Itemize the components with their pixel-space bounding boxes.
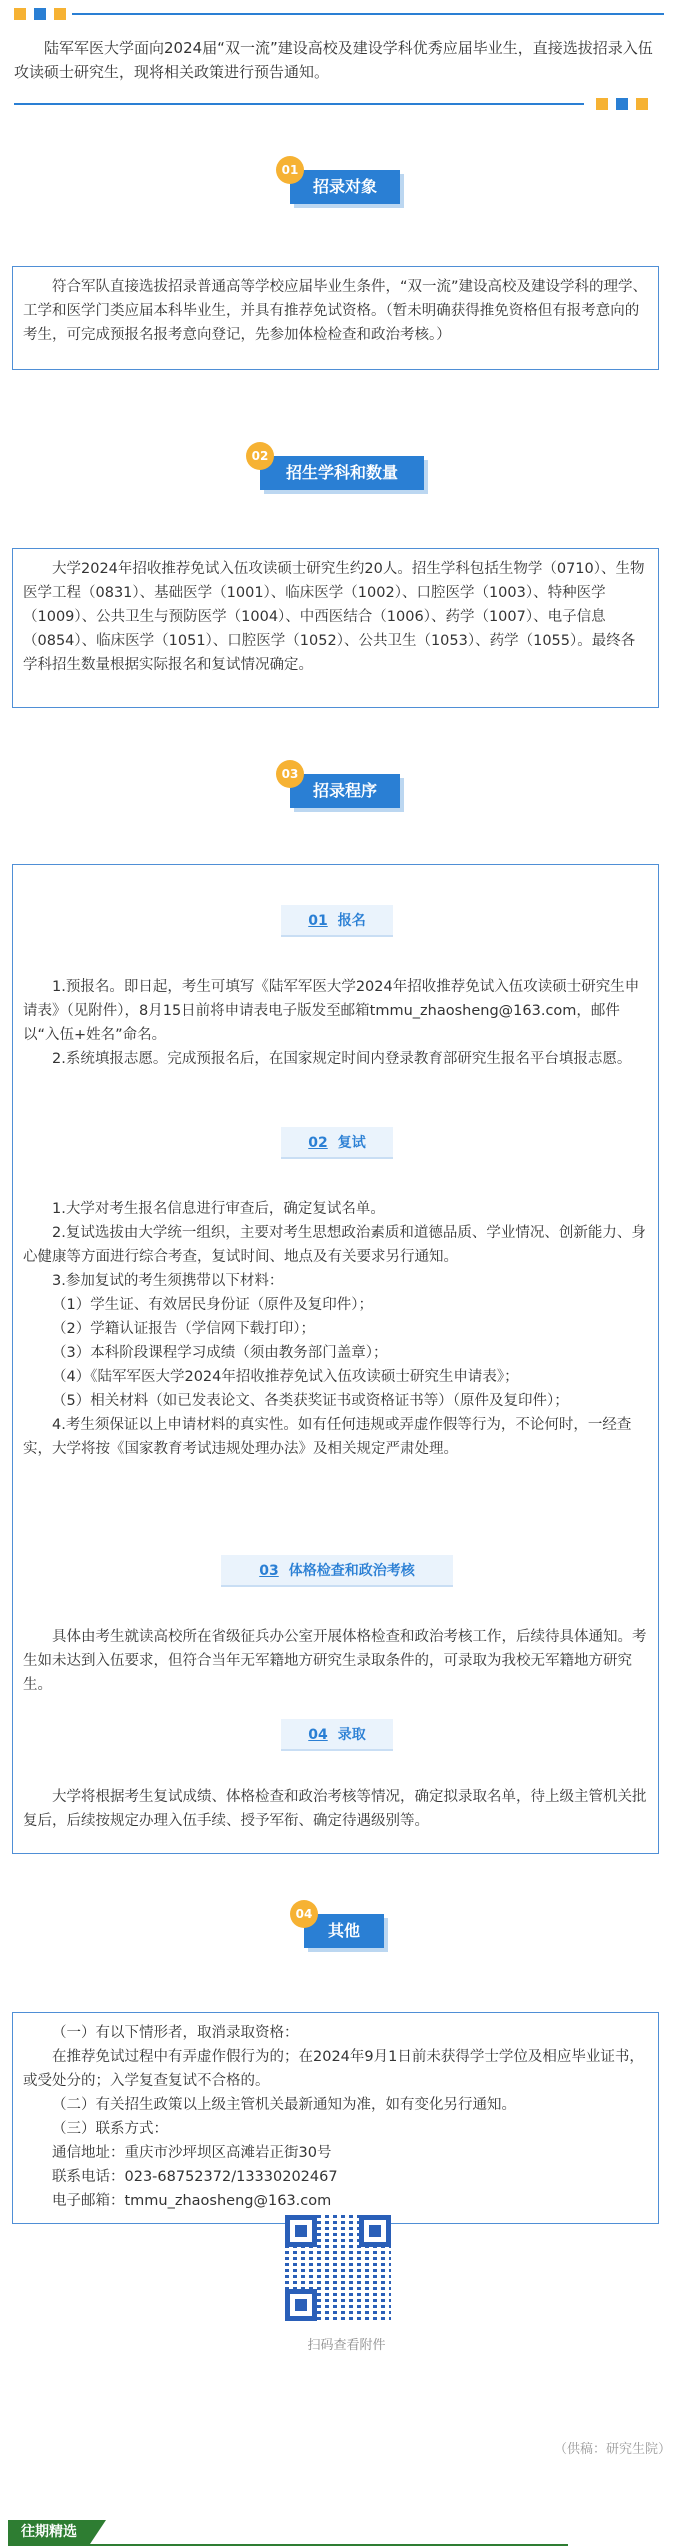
procedure-step-heading [281, 1127, 393, 1159]
targets-text: 符合军队直接选拔招录普通高等学校应届毕业生条件，“双一流”建设高校及建设学科的理学、工学和医学门类应届本科毕业生，并具有推荐免试资格。（暂未明确获得推免资格但有报考意向的考生，可完成预报名报考意向登记，先参加体检检查和政治考核。） [23, 279, 648, 343]
step-paragraph: （5）相关材料（如已发表论文、各类获奖证书或资格证书等）（原件及复印件）； [52, 1393, 569, 1409]
procedure-step-heading [221, 1555, 453, 1587]
section-badge-01 [0, 156, 693, 226]
step-paragraph: 1.预报名。即日起，考生可填写《陆军军医大学2024年招收推荐免试入伍攻读硕士研究生申请表》（见附件），8月15日前将申请表电子版发至邮箱tmmu_zhaosheng@163.com，邮件以“入伍+姓名”命名。 [23, 979, 640, 1043]
other-paragraph: （三）联系方式： [52, 2121, 168, 2137]
step-paragraph: 2.系统填报志愿。完成预报名后，在国家规定时间内登录教育部研究生报名平台填报志愿。 [52, 1051, 632, 1067]
procedure-box [12, 864, 659, 1854]
step-title: 报名 [337, 913, 366, 929]
step-paragraph: 4.考生须保证以上申请材料的真实性。如有任何违规或弄虚作假等行为，不论何时，一经查实，大学将按《国家教育考试违规处理办法》及相关规定严肃处理。 [23, 1417, 632, 1457]
section-number: 04 [290, 1900, 318, 1928]
step-paragraph: 3.参加复试的考生须携带以下材料： [52, 1273, 284, 1289]
contact-line: 联系电话：023-68752372/13330202467 [52, 2169, 338, 2185]
source-credit: （供稿：研究生院） [553, 2442, 671, 2457]
decor-square [596, 98, 608, 110]
step-title: 复试 [337, 1135, 366, 1151]
decor-square [14, 8, 26, 20]
step-body [23, 1625, 648, 1697]
other-box [12, 2012, 659, 2224]
section-number: 03 [276, 760, 304, 788]
step-paragraph: （3）本科阶段课程学习成绩（须由教务部门盖章）； [52, 1345, 388, 1361]
step-paragraph: 2.复试选拔由大学统一组织，主要对考生思想政治素质和道德品质、学业情况、创新能力、身心健康等方面进行综合考查，复试时间、地点及有关要求另行通知。 [23, 1225, 646, 1265]
decor-square [34, 8, 46, 20]
decor-line [14, 103, 584, 105]
section-badge-04 [0, 1900, 693, 1970]
step-paragraph: 大学将根据考生复试成绩、体格检查和政治考核等情况，确定拟录取名单，待上级主管机关批复后，后续按规定办理入伍手续、授予军衔、确定待遇级别等。 [23, 1789, 647, 1829]
section-number: 02 [246, 442, 274, 470]
other-paragraph: （一）有以下情形者，取消录取资格： [52, 2025, 299, 2041]
procedure-step-heading [281, 1719, 393, 1751]
targets-box [12, 266, 659, 370]
section-title: 其他 [304, 1914, 384, 1948]
section-badge-03 [0, 760, 693, 830]
footer-tab[interactable]: 往期精选 [8, 2520, 90, 2544]
subjects-text: 大学2024年招收推荐免试入伍攻读硕士研究生约20人。招生学科包括生物学（0710）、生物医学工程（0831）、基础医学（1001）、临床医学（1002）、口腔医学（1003）、特种医学（1009）、公共卫生与预防医学（1004）、中西医结合（1006）、药学（1007）、电子信息（0854）、临床医学（1051）、口腔医学（1052）、公共卫生（1053）、药学（1055）。最终各学科招生数量根据实际报名和复试情况确定。 [23, 561, 645, 673]
step-number: 02 [308, 1135, 328, 1151]
qr-corner [285, 2289, 317, 2321]
other-paragraph: （二）有关招生政策以上级主管机关最新通知为准，如有变化另行通知。 [52, 2097, 516, 2113]
subjects-box [12, 548, 659, 708]
intro-paragraph: 陆军军医大学面向2024届“双一流”建设高校及建设学科优秀应届毕业生，直接选拔招录入伍攻读硕士研究生，现将相关政策进行预告通知。 [14, 39, 653, 81]
step-body [23, 1197, 648, 1461]
tab-arrow [90, 2520, 106, 2544]
step-paragraph: （1）学生证、有效居民身份证（原件及复印件）； [52, 1297, 373, 1313]
step-paragraph: （2）学籍认证报告（学信网下载打印）； [52, 1321, 315, 1337]
qr-corner [359, 2215, 391, 2247]
decor-line [72, 13, 664, 15]
step-paragraph: （4）《陆军军医大学2024年招收推荐免试入伍攻读硕士研究生申请表》； [52, 1369, 519, 1385]
step-number: 04 [308, 1727, 328, 1743]
qr-caption: 扫码查看附件 [307, 2338, 386, 2353]
qr-corner [285, 2215, 317, 2247]
section-title: 招生学科和数量 [260, 456, 424, 490]
section-title: 招录程序 [290, 774, 400, 808]
step-body [23, 975, 648, 1071]
contact-line: 通信地址：重庆市沙坪坝区高滩岩正街30号 [52, 2145, 332, 2161]
step-title: 录取 [337, 1727, 366, 1743]
footer-section [0, 2520, 693, 2546]
other-paragraph: 在推荐免试过程中有弄虚作假行为的；在2024年9月1日前未获得学士学位及相应毕业证书，或受处分的；入学复查复试不合格的。 [23, 2049, 644, 2089]
step-body [23, 1785, 648, 1833]
step-title: 体格检查和政治考核 [288, 1563, 415, 1579]
contact-line: 电子邮箱：tmmu_zhaosheng@163.com [52, 2193, 332, 2209]
step-number: 01 [308, 913, 328, 929]
section-number: 01 [276, 156, 304, 184]
step-paragraph: 具体由考生就读高校所在省级征兵办公室开展体格检查和政治考核工作，后续待具体通知。考生如未达到入伍要求，但符合当年无军籍地方研究生录取条件的，可录取为我校无军籍地方研究生。 [23, 1629, 647, 1693]
qr-code[interactable] [285, 2215, 391, 2321]
procedure-step-heading [281, 905, 393, 937]
decor-square [616, 98, 628, 110]
section-badge-02 [0, 442, 693, 512]
decor-square [54, 8, 66, 20]
decor-square [636, 98, 648, 110]
step-number: 03 [259, 1563, 279, 1579]
step-paragraph: 1.大学对考生报名信息进行审查后，确定复试名单。 [52, 1201, 385, 1217]
section-title: 招录对象 [290, 170, 400, 204]
